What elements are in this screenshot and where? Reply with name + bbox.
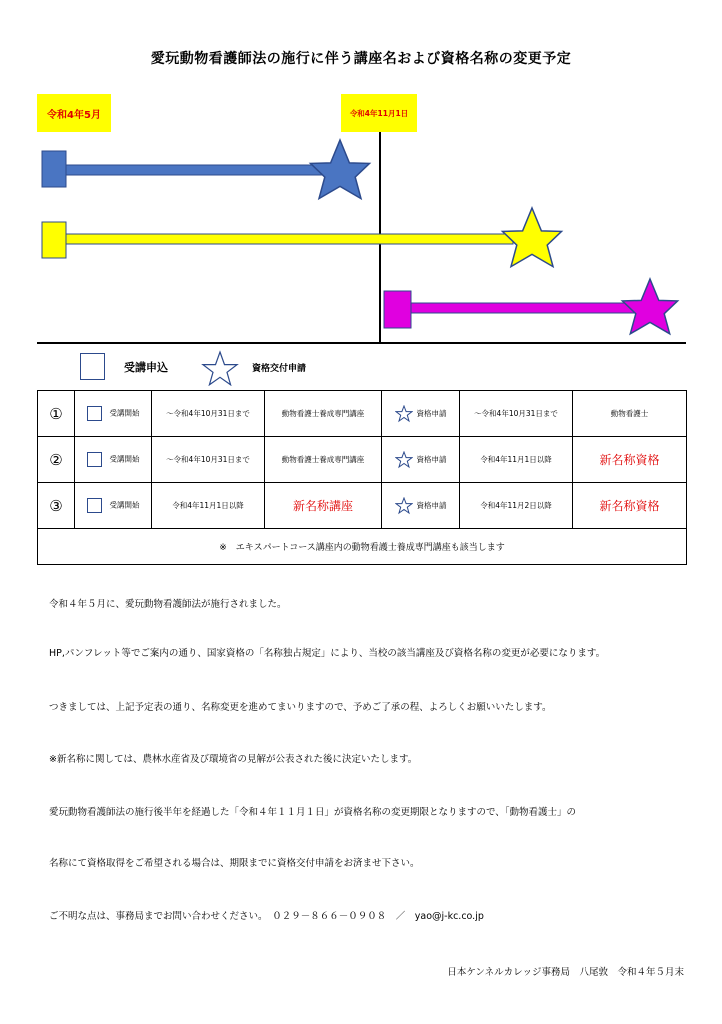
enroll-cell: [75, 483, 152, 529]
enroll-period: ～令和4年10月31日まで: [152, 391, 265, 437]
footer-signature: 日本ケンネルカレッジ事務局 八尾敦 令和４年５月末: [447, 967, 684, 978]
qualification-name: 動物看護士: [573, 391, 687, 437]
legend-apply-label: 資格交付申請: [252, 364, 307, 374]
apply-cell: [382, 483, 460, 529]
row1-start-box: [42, 151, 66, 187]
row3-bar: [410, 303, 635, 313]
deadline-date-label: 令和4年11月1日: [341, 94, 417, 132]
qualification-name: 新名称資格: [573, 483, 687, 529]
timeline-chart: [0, 0, 722, 350]
apply-label: 資格申請: [416, 500, 447, 510]
apply-label: 資格申請: [416, 454, 447, 464]
qualification-name: 新名称資格: [573, 437, 687, 483]
apply-period: 令和4年11月1日以降: [460, 437, 573, 483]
star-icon: [395, 405, 413, 423]
apply-period: 令和4年11月2日以降: [460, 483, 573, 529]
enroll-cell: [75, 437, 152, 483]
table-note: ※ エキスパートコース講座内の動物看護士養成専門講座も該当します: [38, 529, 687, 565]
star-icon: [395, 497, 413, 515]
row1-star-icon: [311, 140, 370, 199]
apply-cell: [382, 437, 460, 483]
legend-star-icon: [200, 350, 240, 386]
row2-bar: [66, 234, 513, 244]
enroll-label: 受講開始: [109, 408, 140, 418]
checkbox-icon: [87, 452, 102, 467]
apply-label: 資格申請: [416, 408, 447, 418]
page-title: 愛玩動物看護師法の施行に伴う講座名および資格名称の変更予定: [150, 51, 572, 67]
row3-star-icon: [622, 279, 677, 334]
enroll-label: 受講開始: [109, 500, 140, 510]
table-row: [38, 483, 687, 529]
checkbox-icon: [87, 406, 102, 421]
enroll-period: ～令和4年10月31日まで: [152, 437, 265, 483]
course-name: 新名称講座: [265, 483, 382, 529]
row-number: ①: [38, 391, 75, 437]
table-note-row: [38, 529, 687, 565]
apply-cell: [382, 391, 460, 437]
enroll-period: 令和4年11月1日以降: [152, 483, 265, 529]
course-name: 動物看護士養成専門講座: [265, 437, 382, 483]
row-number: ②: [38, 437, 75, 483]
row3-start-box: [384, 291, 411, 328]
table-row: [38, 437, 687, 483]
paragraph: 令和４年５月に、愛玩動物看護師法が施行されました。: [49, 599, 287, 610]
enroll-cell: [75, 391, 152, 437]
legend-enroll-label: 受講申込: [124, 361, 168, 374]
course-name: 動物看護士養成専門講座: [265, 391, 382, 437]
row1-bar: [66, 165, 338, 175]
star-icon: [395, 451, 413, 469]
table-row: [38, 391, 687, 437]
row2-star-icon: [503, 208, 562, 267]
start-date-label: 令和4年5月: [37, 94, 111, 132]
apply-period: ～令和4年10月31日まで: [460, 391, 573, 437]
legend-box-icon: [80, 353, 105, 380]
paragraph: ※新名称に関しては、農林水産省及び環境省の見解が公表された後に決定いたします。: [49, 754, 418, 765]
row-number: ③: [38, 483, 75, 529]
contact-line: ご不明な点は、事務局までお問い合わせください。 ０２９－８６６－０９０８ ／ yao@j-kc.co.jp: [49, 911, 484, 922]
row2-start-box: [42, 222, 66, 258]
enroll-label: 受講開始: [109, 454, 140, 464]
paragraph: HP,パンフレット等でご案内の通り、国家資格の「名称独占規定」により、当校の該当講座及び資格名称の変更が必要になります。: [49, 648, 606, 659]
paragraph: 愛玩動物看護師法の施行後半年を経過した「令和４年１１月１日」が資格名称の変更期限となりますので、「動物看護士」の: [49, 807, 577, 818]
schedule-table: [37, 390, 687, 565]
paragraph: 名称にて資格取得をご希望される場合は、期限までに資格交付申請をお済ませ下さい。: [49, 858, 420, 869]
checkbox-icon: [87, 498, 102, 513]
paragraph: つきましては、上記予定表の通り、名称変更を進めてまいりますので、予めご了承の程、よろしくお願いいたします。: [49, 702, 552, 713]
